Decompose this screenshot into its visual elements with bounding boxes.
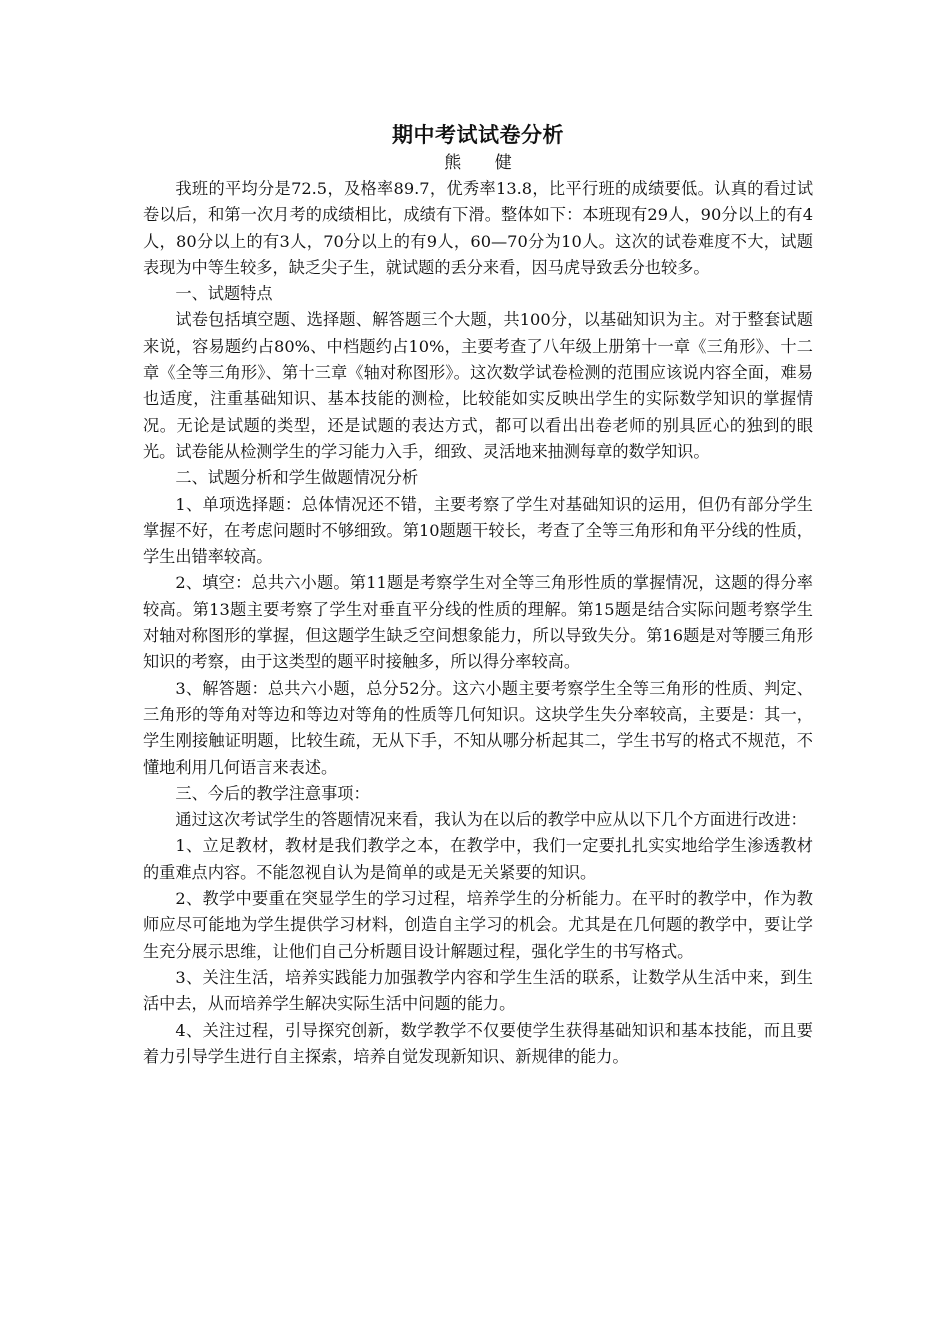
section-heading-future: 三、今后的教学注意事项： <box>175 783 370 803</box>
intro-paragraph: 我班的平均分是72.5，及格率89.7，优秀率13.8，比平行班的成绩要低。认真的看过试卷以后，和第一次月考的成绩相比，成绩有下滑。整体如下：本班现有29人，90分以上的有4人，80分以上的有3人，70分以上的有9人，60—70分为10人。这次的试卷难度不大，试题表现为中等生较多，缺乏尖子生，就试题的丢分来看，因马虎导致丢分也较多。 <box>143 179 813 277</box>
future-item-explore: 4、关注过程，引导探究创新，数学教学不仅要使学生获得基础知识和基本技能，而且要着力引导学生进行自主探索，培养自觉发现新知识、新规律的能力。 <box>143 1020 813 1066</box>
features-paragraph: 试卷包括填空题、选择题、解答题三个大题，共100分，以基础知识为主。对于整套试题来说，容易题约占80%、中档题约占10%，主要考查了八年级上册第十一章《三角形》、十二章《全等三角形》、第十三章《轴对称图形》。这次数学试卷检测的范围应该说内容全面，难易也适度，注重基础知识、基本技能的测检，比较能如实反映出学生的实际数学知识的掌握情况。无论是试题的类型，还是试题的表达方式，都可以看出出卷老师的别具匠心的独到的眼光。试卷能从检测学生的学习能力入手，细致、灵活地来抽测每章的数学知识。 <box>143 310 813 461</box>
analysis-item-answer: 3、解答题：总共六小题，总分52分。这六小题主要考察学生全等三角形的性质、判定、三角形的等角对等边和等边对等角的性质等几何知识。这块学生失分率较高，主要是：其一，学生刚接触证明题，比较生疏，无从下手，不知从哪分析起其二，学生书写的格式不规范，不懂地利用几何语言来表述。 <box>143 678 813 777</box>
future-item-life: 3、关注生活，培养实践能力加强教学内容和学生生活的联系，让数学从生活中来，到生活中去，从而培养学生解决实际生活中问题的能力。 <box>143 967 813 1014</box>
author-name: 熊 健 <box>444 153 526 173</box>
section-heading-analysis: 二、试题分析和学生做题情况分析 <box>175 468 419 488</box>
future-item-textbook: 1、立足教材，教材是我们教学之本，在教学中，我们一定要扎扎实实地给学生渗透教材的重难点内容。不能忽视自认为是简单的或是无关紧要的知识。 <box>143 836 813 882</box>
document-title: 期中考试试卷分析 <box>392 122 564 147</box>
document-page <box>143 120 813 1070</box>
future-item-process: 2、教学中要重在突显学生的学习过程，培养学生的分析能力。在平时的教学中，作为教师应尽可能地为学生提供学习材料，创造自主学习的机会。尤其是在几何题的教学中，要让学生充分展示思维，让他们自己分析题目设计解题过程，强化学生的书写格式。 <box>143 889 813 961</box>
section-heading-features: 一、试题特点 <box>175 284 273 304</box>
future-intro-paragraph: 通过这次考试学生的答题情况来看，我认为在以后的教学中应从以下几个方面进行改进： <box>175 810 807 830</box>
analysis-item-choice: 1、单项选择题：总体情况还不错，主要考察了学生对基础知识的运用，但仍有部分学生掌握不好，在考虑问题时不够细致。第10题题干较长，考查了全等三角形和角平分线的性质，学生出错率较高。 <box>143 494 813 567</box>
analysis-item-fill: 2、填空：总共六小题。第11题是考察学生对全等三角形性质的掌握情况，这题的得分率较高。第13题主要考察了学生对垂直平分线的性质的理解。第15题是结合实际问题考察学生对轴对称图形的掌握，但这题学生缺乏空间想象能力，所以导致失分。第16题是对等腰三角形知识的考察，由于这类型的题平时接触多，所以得分率较高。 <box>143 573 813 672</box>
